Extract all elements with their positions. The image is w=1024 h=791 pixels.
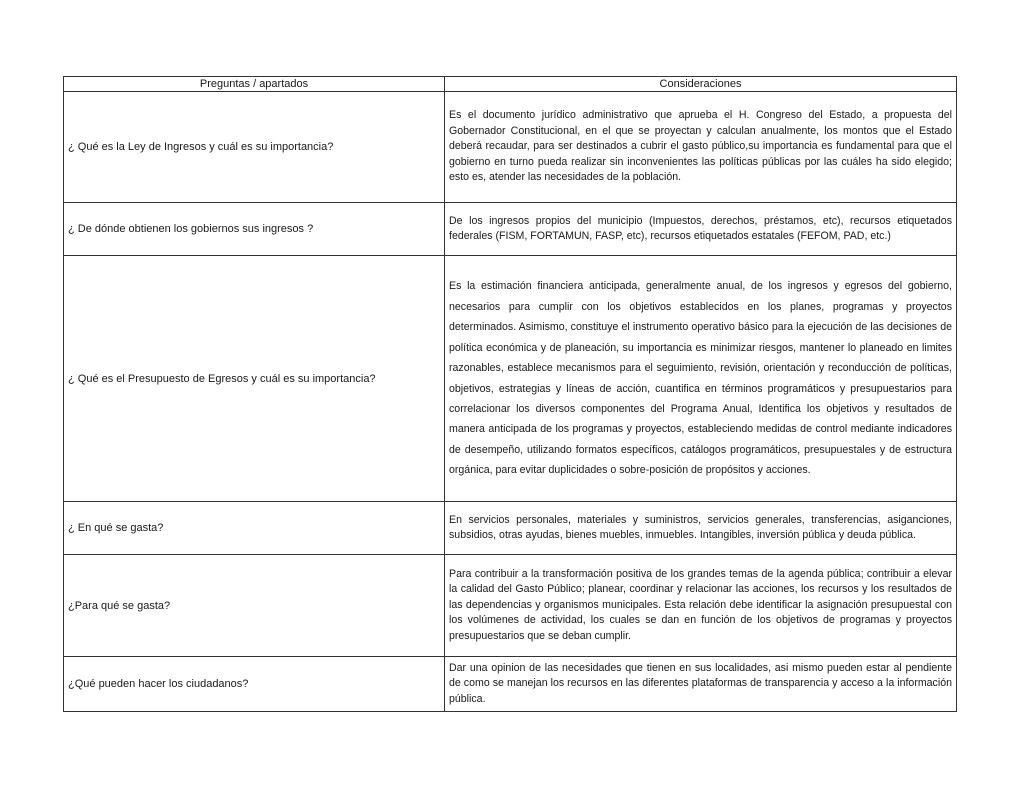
header-questions: Preguntas / apartados <box>64 77 445 92</box>
table-row <box>64 555 957 657</box>
question-cell: ¿Para qué se gasta? <box>64 555 445 657</box>
question-cell: ¿Qué pueden hacer los ciudadanos? <box>64 657 445 712</box>
answer-cell: Es el documento jurídico administrativo que aprueba el H. Congreso del Estado, a propuesta del Gobernador Constitucional, en el que se proyectan y calculan anualmente, los montos que el Estado deberá recaudar, para ser destinados a cubrir el gasto público,su importancia es fundamental para que el gobierno en turno pueda realizar sin inconvenientes las políticas públicas por las cuáles ha sido elegido; esto es, atender las necesidades de la población. <box>445 92 957 203</box>
table-row <box>64 657 957 712</box>
answer-cell: En servicios personales, materiales y suministros, servicios generales, transferencias, asiganciones, subsidios, otras ayudas, bienes muebles, inmuebles. Intangibles, inversión pública y deuda pública. <box>445 502 957 555</box>
answer-cell: Es la estimación financiera anticipada, generalmente anual, de los ingresos y egresos del gobierno, necesarios para cumplir con los objetivos establecidos en los planes, programas y proyectos determinados. Asimismo, constituye el instrumento operativo básico para la ejecución de las decisiones de política económica y de planeación, su importancia es minimizar riesgos, mantener lo planeado en limites razonables, establece mecanismos para el seguimiento, revisión, orientación y reconducción de políticas, objetivos, estrategias y líneas de acción, cuantifica en términos programáticos y presupuestarios para correlacionar los diversos componentes del Programa Anual, Identifica los objetivos y resultados de manera anticipada de los programas y proyectos, estableciendo medidas de control mediante indicadores de desempeño, utilizando formatos específicos, catálogos programáticos, presupuestales y de estructura orgánica, para evitar duplicidades o sobre-posición de propósitos y acciones. <box>445 256 957 502</box>
table-row <box>64 256 957 502</box>
header-row <box>64 77 957 92</box>
table-row <box>64 92 957 203</box>
answer-cell: Dar una opinion de las necesidades que tienen en sus localidades, asi mismo pueden estar al pendiente de como se manejan los recursos en las diferentes plataformas de transparencia y acceso a la información pública. <box>445 657 957 712</box>
table-row <box>64 502 957 555</box>
question-cell: ¿ Qué es la Ley de Ingresos y cuál es su importancia? <box>64 92 445 203</box>
header-considerations: Consideraciones <box>445 77 957 92</box>
question-cell: ¿ Qué es el Presupuesto de Egresos y cuál es su importancia? <box>64 256 445 502</box>
questions-table <box>63 76 957 712</box>
answer-cell: Para contribuir a la transformación positiva de los grandes temas de la agenda pública; contribuir a elevar la calidad del Gasto Público; planear, coordinar y relacionar las acciones, los recursos y los resultados de las dependencias y organismos municipales. Esta relación debe identificar la asignación presupuestal con los volúmenes de actividad, los cuales se dan en función de los objetivos de programas y proyectos presupuestarios que se deban cumplir. <box>445 555 957 657</box>
question-cell: ¿ De dónde obtienen los gobiernos sus ingresos ? <box>64 203 445 256</box>
table-row <box>64 203 957 256</box>
question-cell: ¿ En qué se gasta? <box>64 502 445 555</box>
answer-cell: De los ingresos propios del municipio (Impuestos, derechos, préstamos, etc), recursos etiquetados federales (FISM, FORTAMUN, FASP, etc), recursos etiquetados estatales (FEFOM, PAD, etc.) <box>445 203 957 256</box>
